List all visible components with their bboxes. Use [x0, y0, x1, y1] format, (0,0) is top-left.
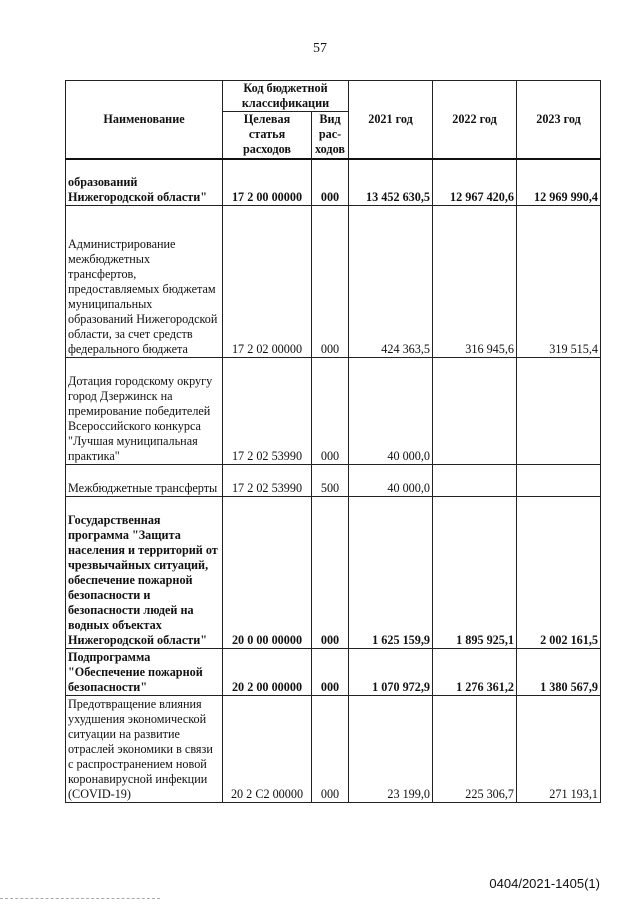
header-2023: 2023 год [517, 81, 601, 159]
row-expense-type: 000 [312, 206, 349, 358]
header-2021: 2021 год [349, 81, 433, 159]
row-name: образований Нижегородской области" [66, 159, 223, 206]
row-value-2022 [433, 358, 517, 465]
header-name: Наименование [66, 81, 223, 159]
row-value-2023: 319 515,4 [517, 206, 601, 358]
row-expense-type: 000 [312, 696, 349, 803]
table-row [66, 465, 601, 497]
row-value-2022: 225 306,7 [433, 696, 517, 803]
header-2022: 2022 год [433, 81, 517, 159]
row-target-article: 20 2 C2 00000 [223, 696, 312, 803]
row-target-article: 17 2 00 00000 [223, 159, 312, 206]
header-code-group: Код бюджетной классификации [223, 81, 349, 112]
row-value-2022: 316 945,6 [433, 206, 517, 358]
row-value-2021: 40 000,0 [349, 358, 433, 465]
table-row [66, 358, 601, 465]
row-value-2023: 1 380 567,9 [517, 649, 601, 696]
table-row [66, 649, 601, 696]
bottom-divider [0, 898, 160, 899]
row-value-2022: 1 895 925,1 [433, 497, 517, 649]
row-value-2023: 271 193,1 [517, 696, 601, 803]
header-target-article: Целевая статья расходов [223, 112, 312, 159]
row-expense-type: 000 [312, 497, 349, 649]
row-target-article: 20 2 00 00000 [223, 649, 312, 696]
row-value-2021: 1 625 159,9 [349, 497, 433, 649]
row-target-article: 17 2 02 53990 [223, 465, 312, 497]
row-value-2021: 13 452 630,5 [349, 159, 433, 206]
row-value-2023 [517, 358, 601, 465]
budget-table [65, 80, 601, 803]
row-value-2023: 12 969 990,4 [517, 159, 601, 206]
row-name: Администрирование межбюджетных трансфертов, предоставляемых бюджетам муниципальных образований Нижегородской области, за счет средств федерального бюджета [66, 206, 223, 358]
row-name: Межбюджетные трансферты [66, 465, 223, 497]
row-target-article: 17 2 02 00000 [223, 206, 312, 358]
row-expense-type: 000 [312, 358, 349, 465]
row-value-2022: 12 967 420,6 [433, 159, 517, 206]
table-row [66, 159, 601, 206]
row-name: Государственная программа "Защита населения и территорий от чрезвычайных ситуаций, обеспечение пожарной безопасности и безопасности людей на водных объектах Нижегородской области" [66, 497, 223, 649]
table-row [66, 497, 601, 649]
row-expense-type: 000 [312, 159, 349, 206]
row-value-2022 [433, 465, 517, 497]
row-value-2023 [517, 465, 601, 497]
row-value-2021: 1 070 972,9 [349, 649, 433, 696]
row-expense-type: 500 [312, 465, 349, 497]
row-target-article: 17 2 02 53990 [223, 358, 312, 465]
table-row [66, 696, 601, 803]
row-value-2021: 424 363,5 [349, 206, 433, 358]
row-value-2023: 2 002 161,5 [517, 497, 601, 649]
row-name: Подпрограмма "Обеспечение пожарной безопасности" [66, 649, 223, 696]
row-expense-type: 000 [312, 649, 349, 696]
table-row [66, 206, 601, 358]
row-name: Дотация городскому округу город Дзержинск на премирование победителей Всероссийского конкурса "Лучшая муниципальная практика" [66, 358, 223, 465]
row-value-2021: 40 000,0 [349, 465, 433, 497]
row-value-2021: 23 199,0 [349, 696, 433, 803]
document-id: 0404/2021-1405(1) [489, 876, 600, 891]
row-target-article: 20 0 00 00000 [223, 497, 312, 649]
header-expense-type: Вид рас- ходов [312, 112, 349, 159]
page-number: 57 [313, 41, 327, 56]
row-name: Предотвращение влияния ухудшения экономической ситуации на развитие отраслей экономики в связи с распространением новой коронавирусной инфекции (COVID-19) [66, 696, 223, 803]
row-value-2022: 1 276 361,2 [433, 649, 517, 696]
